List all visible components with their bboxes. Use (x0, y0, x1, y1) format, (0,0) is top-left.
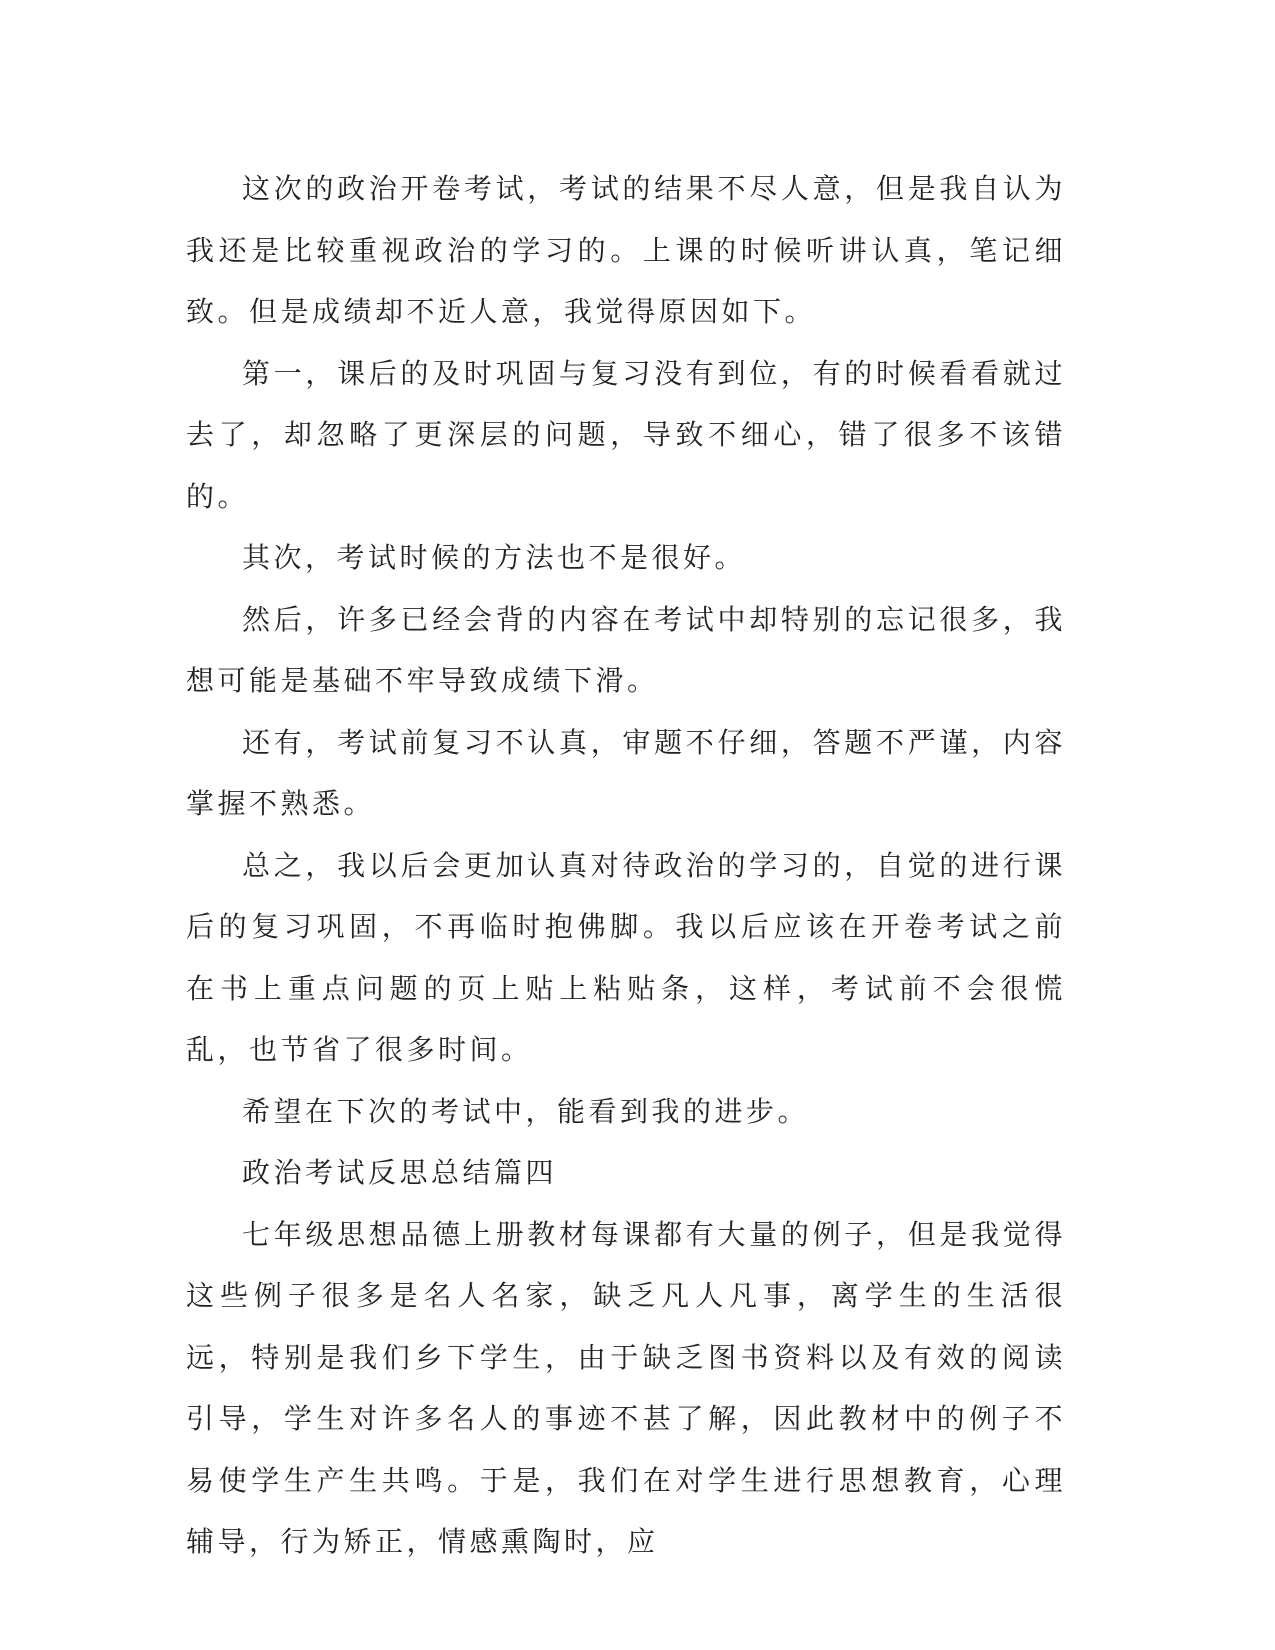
document-body (186, 158, 1066, 1573)
paragraph-first-reason: 第一，课后的及时巩固与复习没有到位，有的时候看看就过去了，却忽略了更深层的问题，导致不细心，错了很多不该错的。 (186, 356, 1066, 513)
section-heading: 政治考试反思总结篇四 (242, 1156, 558, 1189)
paragraph-second-reason: 其次，考试时候的方法也不是很好。 (242, 541, 747, 574)
paragraph-hope: 希望在下次的考试中，能看到我的进步。 (242, 1094, 810, 1128)
paragraph-fourth-reason: 还有，考试前复习不认真，审题不仔细，答题不严谨，内容掌握不熟悉。 (186, 725, 1066, 820)
paragraph-third-reason: 然后，许多已经会背的内容在考试中却特别的忘记很多，我想可能是基础不牢导致成绩下滑。 (186, 602, 1066, 697)
paragraph-textbook-examples: 七年级思想品德上册教材每课都有大量的例子，但是我觉得这些例子很多是名人名家，缺乏凡人凡事，离学生的生活很远，特别是我们乡下学生，由于缺乏图书资料以及有效的阅读引导，学生对许多名人的事迹不甚了解，因此教材中的例子不易使学生产生共鸣。于是，我们在对学生进行思想教育，心理辅导，行为矫正，情感熏陶时，应 (186, 1217, 1066, 1558)
paragraph-exam-result: 这次的政治开卷考试，考试的结果不尽人意，但是我自认为我还是比较重视政治的学习的。上课的时候听讲认真，笔记细致。但是成绩却不近人意，我觉得原因如下。 (186, 172, 1066, 328)
paragraph-conclusion: 总之，我以后会更加认真对待政治的学习的，自觉的进行课后的复习巩固，不再临时抱佛脚。我以后应该在开卷考试之前在书上重点问题的页上贴上粘贴条，这样，考试前不会很慌乱，也节省了很多时间。 (186, 848, 1066, 1066)
